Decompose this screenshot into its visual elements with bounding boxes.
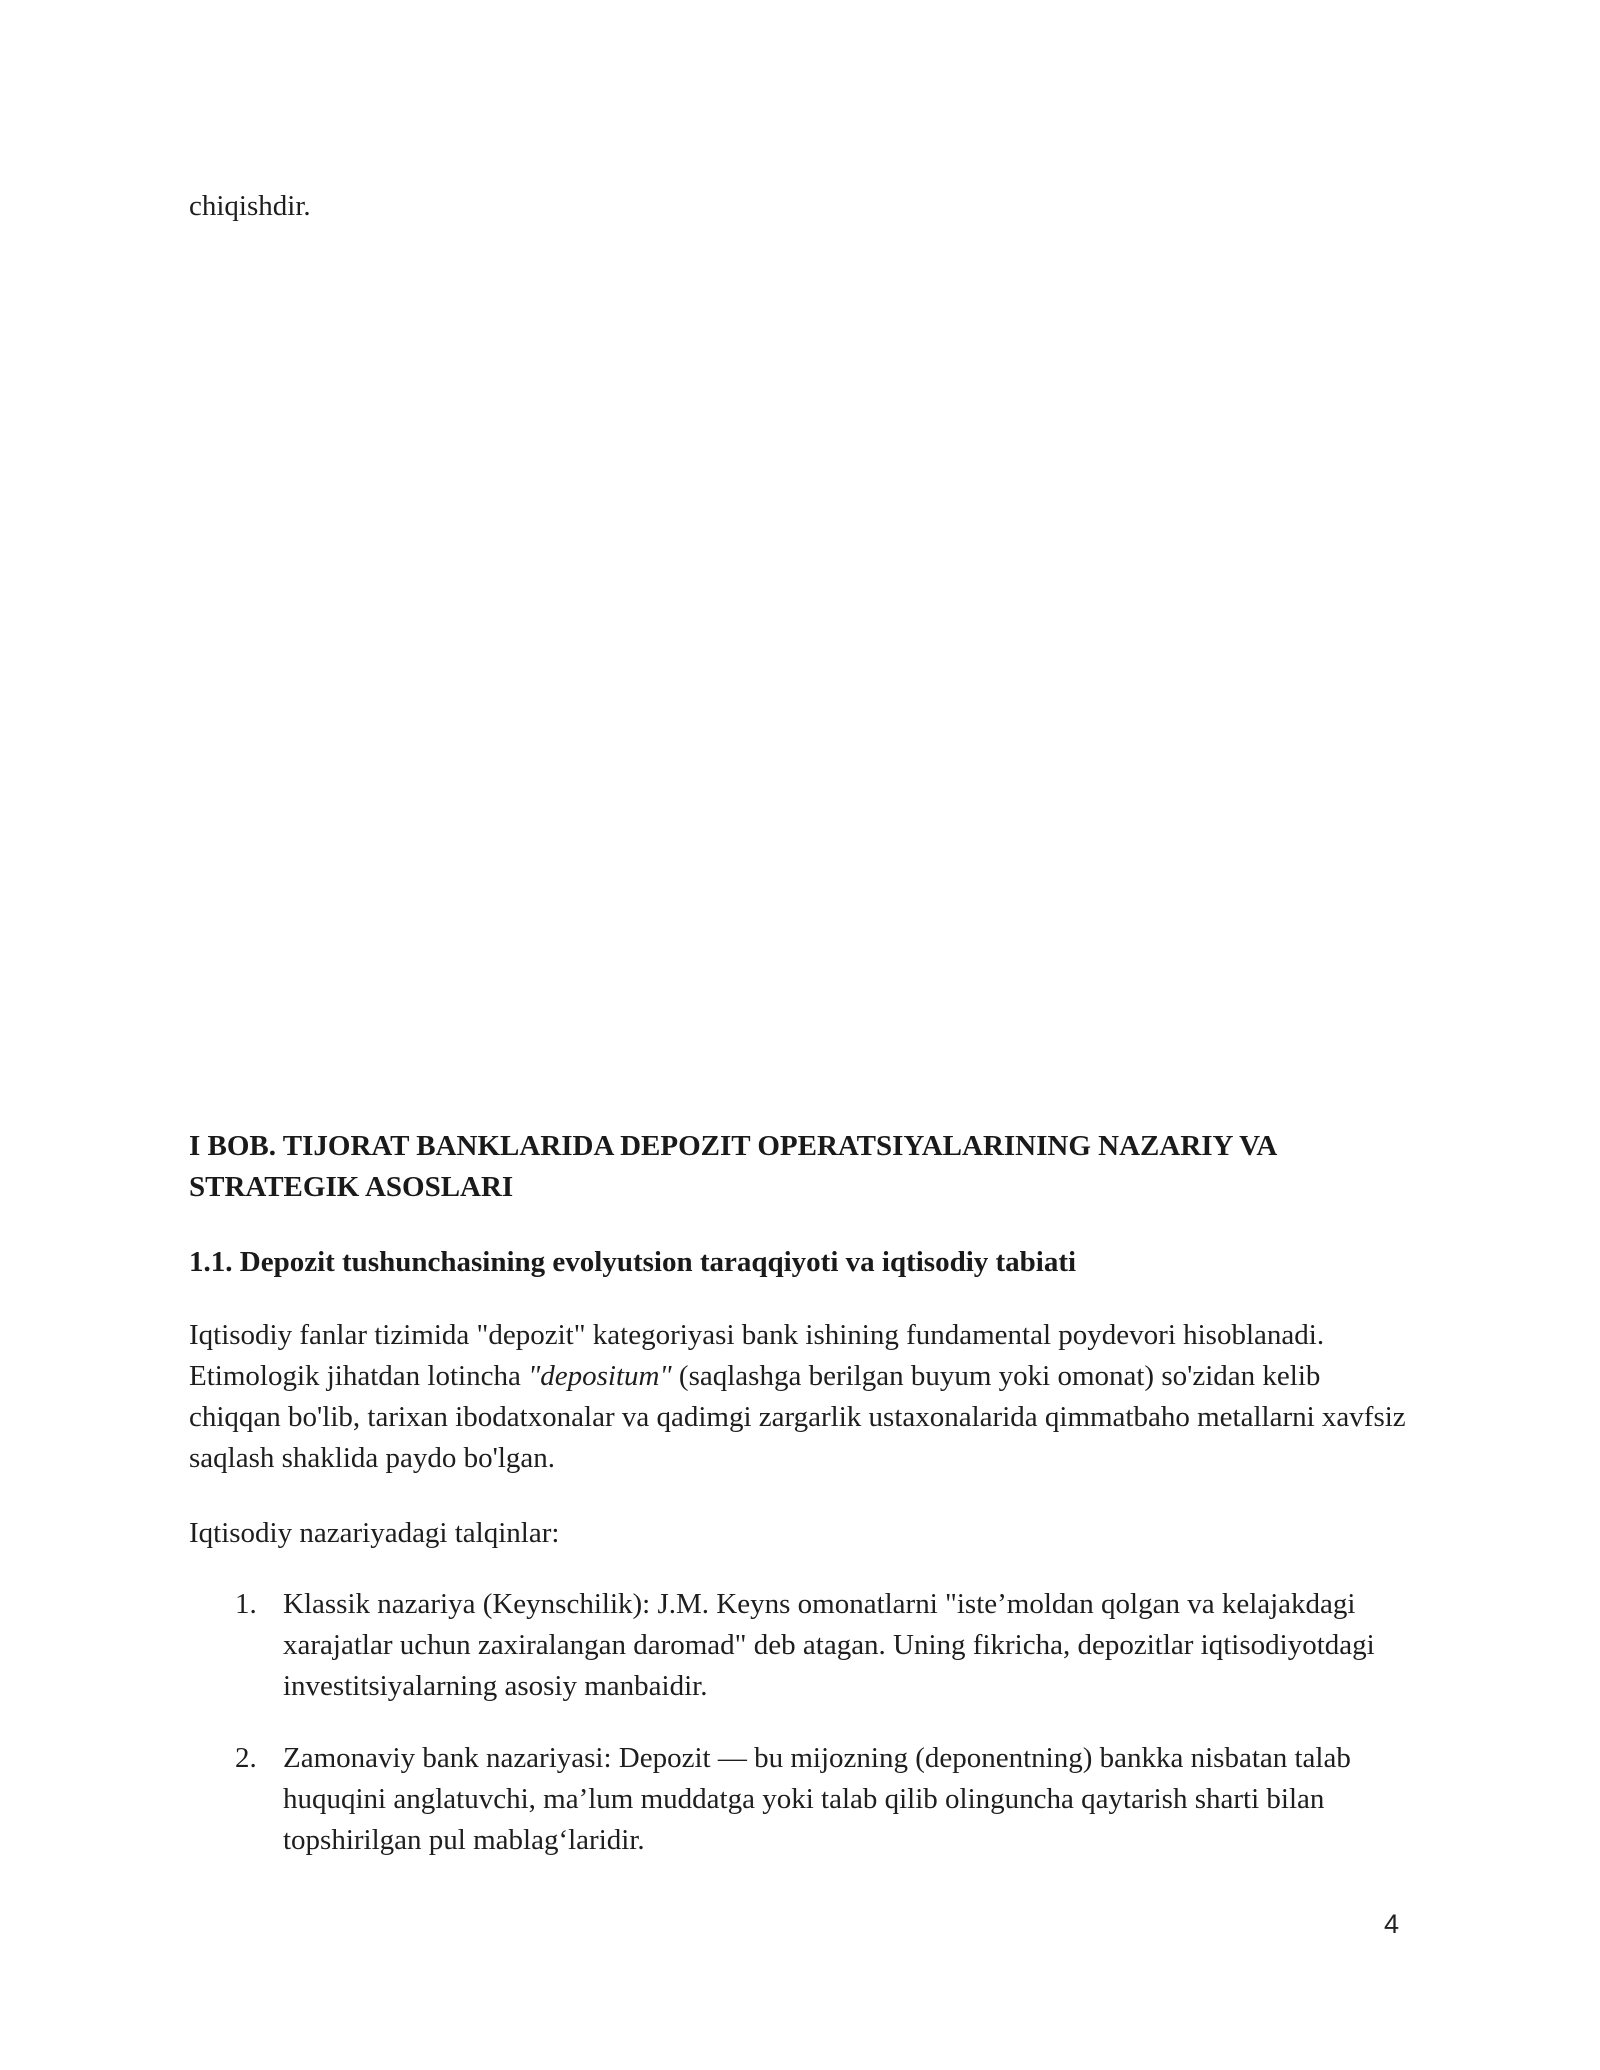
list-item-text: Zamonaviy bank nazariyasi: Depozit — bu mijozning (deponentning) bankka nisbatan talab huquqini anglatuvchi, ma’lum muddatga yoki talab qilib olinguncha qaytarish sharti bilan topshirilgan pul mablag‘laridir. [283,1742,1351,1856]
chapter-title: I BOB. TIJORAT BANKLARIDA DEPOZIT OPERATSIYALARINING NAZARIY VA STRATEGIK ASOSLARI [189,1130,1276,1203]
list-item-number: 2. [235,1742,257,1774]
page-number: 4 [1384,1909,1400,1939]
list-item [189,1738,1419,1861]
section-title: 1.1. Depozit tushunchasining evolyutsion taraqqiyoti va iqtisodiy tabiati [189,1246,1077,1278]
continuation-text: chiqishdir. [189,190,311,222]
list-item-text: Klassik nazariya (Keynschilik): J.M. Keyns omonatlarni "iste’moldan qolgan va kelajakdagi xarajatlar uchun zaxiralangan daromad" deb atagan. Uning fikricha, depozitlar iqtisodiyotdagi investitsiyalarning asosiy manbaidir. [283,1588,1375,1702]
paragraph-text-end: (saqlashga berilgan buyum yoki omonat) so'zidan kelib chiqqan bo'lib, tarixan ibodatxonalar va qadimgi zargarlik ustaxonalarida qimmatbaho metallarni xavfsiz saqlash shaklida paydo bo'lgan. [189,1360,1406,1474]
interpretations-list [189,1584,1419,1892]
paragraph-interpretations-intro: Iqtisodiy nazariyadagi talqinlar: [189,1517,560,1549]
list-item [189,1584,1419,1707]
paragraph-etymology [189,1315,1419,1479]
latin-term: "depositum" [528,1360,672,1392]
list-item-number: 1. [235,1588,257,1620]
paragraph-text-start: Iqtisodiy fanlar tizimida "depozit" kategoriyasi bank ishining fundamental poydevori hisoblanadi. Etimologik jihatdan lotincha [189,1319,1325,1392]
